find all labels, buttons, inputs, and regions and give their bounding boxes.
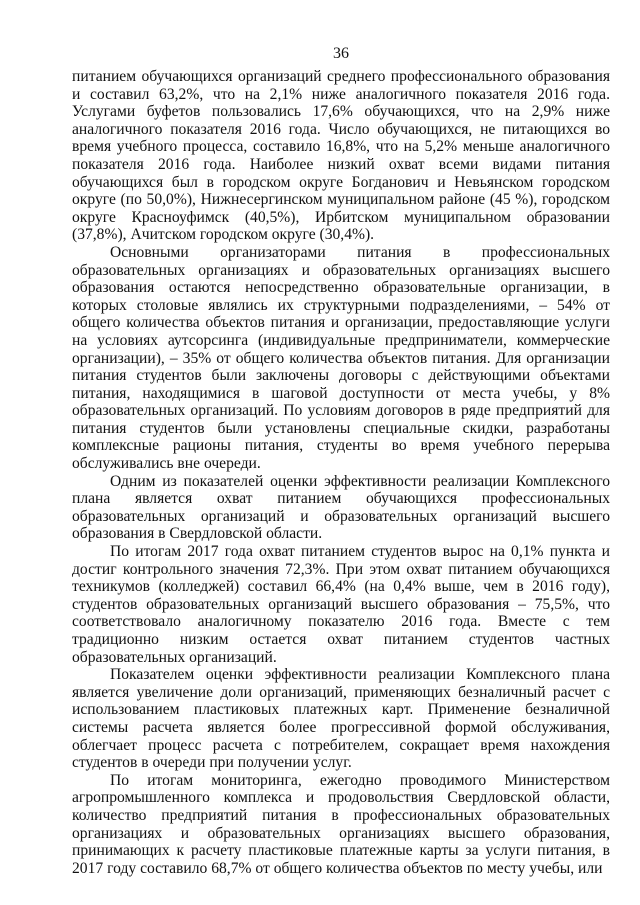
- body-text: [72, 68, 610, 877]
- paragraph-1-continuation: питанием обучающихся организаций среднего профессионального образования и составил 63,2%, что на 2,1% ниже аналогичного показателя 2016 года. Услугами буфетов пользовались 17,6% обучающихся, что на 2,9% ниже аналогичного показателя 2016 года. Число обучающихся, не питающихся во время учебного процесса, составило 16,8%, что на 5,2% меньше аналогичного показателя 2016 года. Наиболее низкий охват всеми видами питания обучающихся был в городском округе Богданович и Невьянском городском округе (по 50,0%), Нижнесергинском муниципальном районе (45 %), городском округе Красноуфимск (40,5%), Ирбитском муниципальном образовании (37,8%), Ачитском городском округе (30,4%).: [72, 68, 610, 244]
- paragraph-2: Основными организаторами питания в профессиональных образовательных организациях и образовательных организациях высшего образования остаются непосредственно образовательные организации, в которых столовые являлись их структурными подразделениями, – 54% от общего количества объектов питания и организации, предоставляющие услуги на условиях аутсорсинга (индивидуальные предприниматели, коммерческие организации), – 35% от общего количества объектов питания. Для организации питания студентов были заключены договоры с действующими объектами питания, находящимися в шаговой доступности от места учебы, у 8% образовательных организаций. По условиям договоров в ряде предприятий для питания студентов были установлены специальные скидки, разработаны комплексные рационы питания, студенты во время учебного перерыва обслуживались вне очереди.: [72, 243, 610, 473]
- document-page: [72, 0, 610, 905]
- paragraph-4: По итогам 2017 года охват питанием студентов вырос на 0,1% пункта и достиг контрольного значения 72,3%. При этом охват питанием обучающихся техникумов (колледжей) составил 66,4% (на 0,4% выше, чем в 2016 году), студентов образовательных организаций высшего образования – 75,5%, что соответствовало аналогичному показателю 2016 года. Вместе с тем традиционно низким остается охват питанием студентов частных образовательных организаций.: [72, 543, 610, 666]
- paragraph-5: Показателем оценки эффективности реализации Комплексного плана является увеличение доли организаций, применяющих безналичный расчет с использованием пластиковых платежных карт. Применение безналичной системы расчета является более прогрессивной формой обслуживания, облегчает процесс расчета с потребителем, сокращает время нахождения студентов в очереди при получении услуг.: [72, 666, 610, 772]
- page-number: 36: [333, 45, 349, 62]
- paragraph-3: Одним из показателей оценки эффективности реализации Комплексного плана является охват питанием обучающихся профессиональных образовательных организаций и образовательных организаций высшего образования в Свердловской области.: [72, 472, 610, 543]
- paragraph-6: По итогам мониторинга, ежегодно проводимого Министерством агропромышленного комплекса и продовольствия Свердловской области, количество предприятий питания в профессиональных образовательных организациях и образовательных организациях высшего образования, принимающих к расчету пластиковые платежные карты за услуги питания, в 2017 году составило 68,7% от общего количества объектов по месту учебы, или: [72, 771, 610, 877]
